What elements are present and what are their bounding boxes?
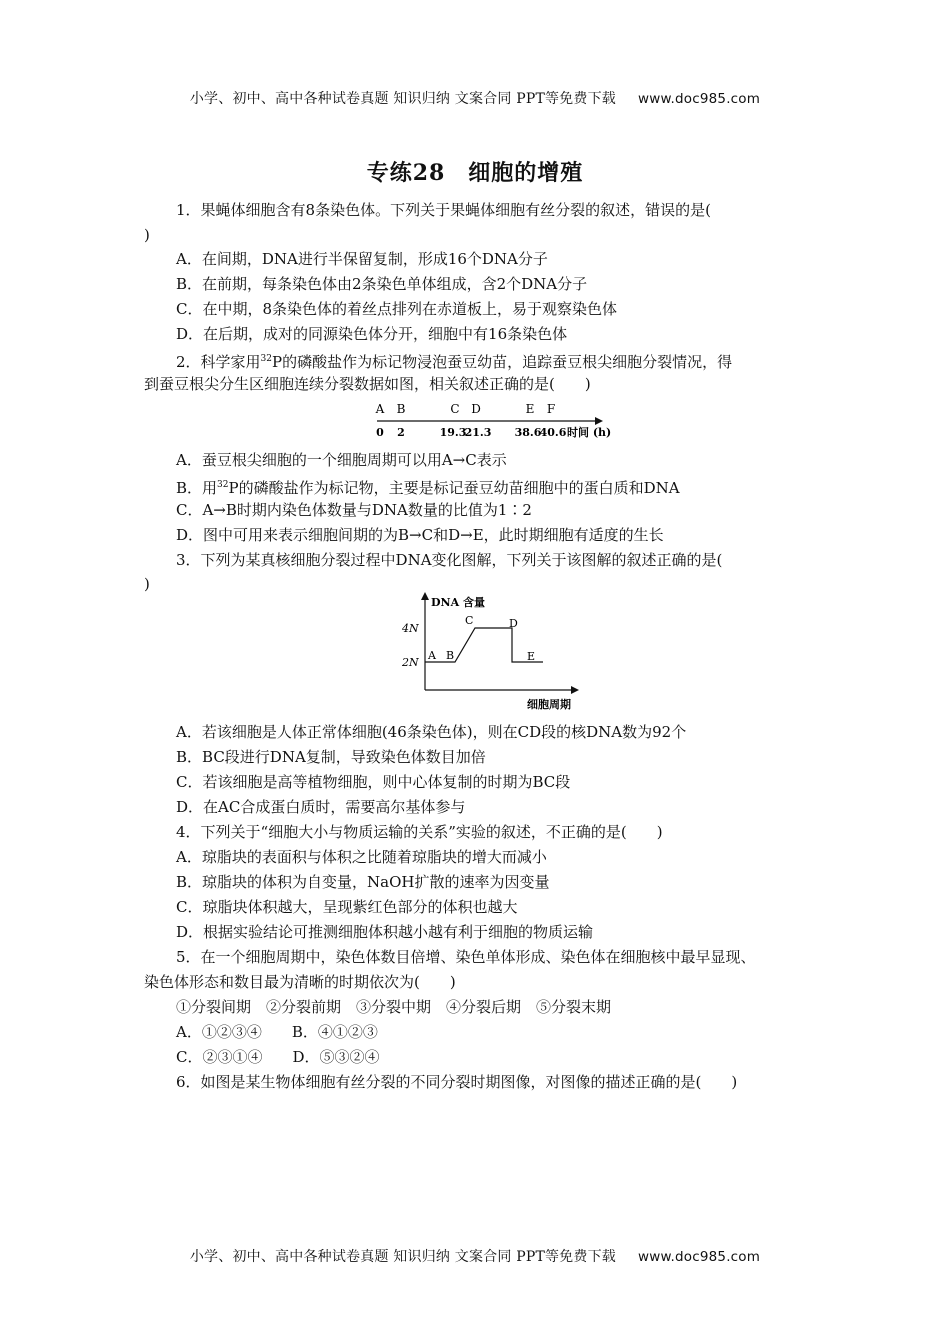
q1-option-d: D．在后期，成对的同源染色体分开，细胞中有16条染色体 (176, 325, 568, 343)
page-header (0, 88, 950, 108)
header-site[interactable]: www.doc985.com (638, 91, 761, 107)
q3-option-d: D．在AC合成蛋白质时，需要高尔基体参与 (176, 798, 466, 816)
q5-options-row1: A．①②③④ B．④①②③ (176, 1023, 378, 1041)
graph-point-c: C (465, 614, 474, 627)
q2-option-b: B．用$^{32}$P的磷酸盐作为标记物，主要是标记蚕豆幼苗细胞中的蛋白质和DNA (176, 479, 680, 497)
q2-sup: 32 (260, 354, 272, 364)
tl-value-5: 40.6 (539, 426, 567, 439)
timeline-arrow (595, 417, 603, 425)
tl-letter-a: A (375, 402, 385, 416)
graph-dna-line (425, 628, 543, 662)
q3-option-a: A．若该细胞是人体正常体细胞(46条染色体)，则在CD段的核DNA数为92个 (176, 723, 687, 741)
q2-timeline-figure (370, 400, 620, 442)
tl-value-4: 38.6 (514, 426, 542, 439)
page-footer (0, 1246, 950, 1266)
graph-point-b: B (446, 649, 455, 662)
tl-letter-c: C (450, 402, 460, 416)
q5-options-row2: C．②③①④ D．⑤③②④ (176, 1048, 380, 1066)
graph-ylabel: DNA 含量 (431, 596, 485, 609)
q6-stem: 6．如图是某生物体细胞有丝分裂的不同分裂时期图像，对图像的描述正确的是( ) (176, 1073, 738, 1091)
q4-option-c: C．琼脂块体积越大，呈现紫红色部分的体积也越大 (176, 898, 518, 916)
tl-value-1: 2 (397, 426, 405, 439)
tl-letter-b: B (396, 402, 406, 416)
tl-value-3: 21.3 (464, 426, 492, 439)
tl-value-0: 0 (376, 426, 384, 439)
graph-point-d: D (509, 617, 518, 630)
graph-y-arrow (421, 592, 429, 600)
graph-xlabel: 细胞周期 (527, 698, 571, 711)
q3-option-b: B．BC段进行DNA复制，导致染色体数目加倍 (176, 748, 486, 766)
graph-y-4n: 4N (402, 622, 419, 635)
page-title: 专练28 细胞的增殖 (366, 160, 584, 186)
q1-stem-cont: ) (144, 226, 150, 244)
q3-dna-graph (395, 590, 595, 715)
footer-text: 小学、初中、高中各种试卷真题 知识归纳 文案合同 PPT等免费下载 (189, 1249, 616, 1265)
q5-stem-cont: 染色体形态和数目最为清晰的时期依次为( ) (144, 973, 456, 991)
q2-option-c: C．A→B时期内染色体数量与DNA数量的比值为1∶2 (176, 501, 532, 519)
q4-option-a: A．琼脂块的表面积与体积之比随着琼脂块的增大而减小 (176, 848, 547, 866)
tl-letter-d: D (471, 402, 481, 416)
tl-letter-f: F (546, 402, 556, 416)
q2-option-d: D．图中可用来表示细胞间期的为B→C和D→E，此时期细胞有适度的生长 (176, 526, 664, 544)
q4-option-b: B．琼脂块的体积为自变量，NaOH扩散的速率为因变量 (176, 873, 550, 891)
q1-option-a: A．在间期，DNA进行半保留复制，形成16个DNA分子 (176, 250, 548, 268)
q1-option-c: C．在中期，8条染色体的着丝点排列在赤道板上，易于观察染色体 (176, 300, 618, 318)
q4-stem: 4．下列关于“细胞大小与物质运输的关系”实验的叙述，不正确的是( ) (176, 823, 663, 841)
footer-site[interactable]: www.doc985.com (638, 1249, 761, 1265)
q1-option-b: B．在前期，每条染色体由2条染色单体组成，含2个DNA分子 (176, 275, 588, 293)
graph-y-2n: 2N (402, 656, 419, 669)
tl-unit: 时间 (h) (567, 426, 612, 439)
q2-option-a: A．蚕豆根尖细胞的一个细胞周期可以用A→C表示 (176, 451, 507, 469)
q3-option-c: C．若该细胞是高等植物细胞，则中心体复制的时期为BC段 (176, 773, 571, 791)
q1-stem: 1．果蝇体细胞含有8条染色体。下列关于果蝇体细胞有丝分裂的叙述，错误的是( (176, 201, 711, 219)
q3-stem-cont: ) (144, 575, 150, 593)
q5-phases: ①分裂间期 ②分裂前期 ③分裂中期 ④分裂后期 ⑤分裂末期 (176, 998, 612, 1016)
q2-stem: 2．科学家用$^{32}$P的磷酸盐作为标记物浸泡蚕豆幼苗，追踪蚕豆根尖细胞分裂情况，得 (176, 353, 733, 371)
q3-stem: 3．下列为某真核细胞分裂过程中DNA变化图解，下列关于该图解的叙述正确的是( (176, 551, 723, 569)
graph-point-a: A (428, 649, 436, 662)
graph-point-e: E (527, 650, 536, 663)
tl-letter-e: E (525, 402, 535, 416)
q2-optb-sup: 32 (217, 480, 229, 490)
q4-option-d: D．根据实验结论可推测细胞体积越小越有利于细胞的物质运输 (176, 923, 594, 941)
graph-x-arrow (571, 686, 579, 694)
header-text: 小学、初中、高中各种试卷真题 知识归纳 文案合同 PPT等免费下载 (189, 91, 616, 107)
tl-value-2: 19.3 (439, 426, 467, 439)
q5-stem: 5．在一个细胞周期中，染色体数目倍增、染色单体形成、染色体在细胞核中最早显现、 (176, 948, 756, 966)
q2-stem-cont: 到蚕豆根尖分生区细胞连续分裂数据如图，相关叙述正确的是( ) (144, 375, 591, 393)
